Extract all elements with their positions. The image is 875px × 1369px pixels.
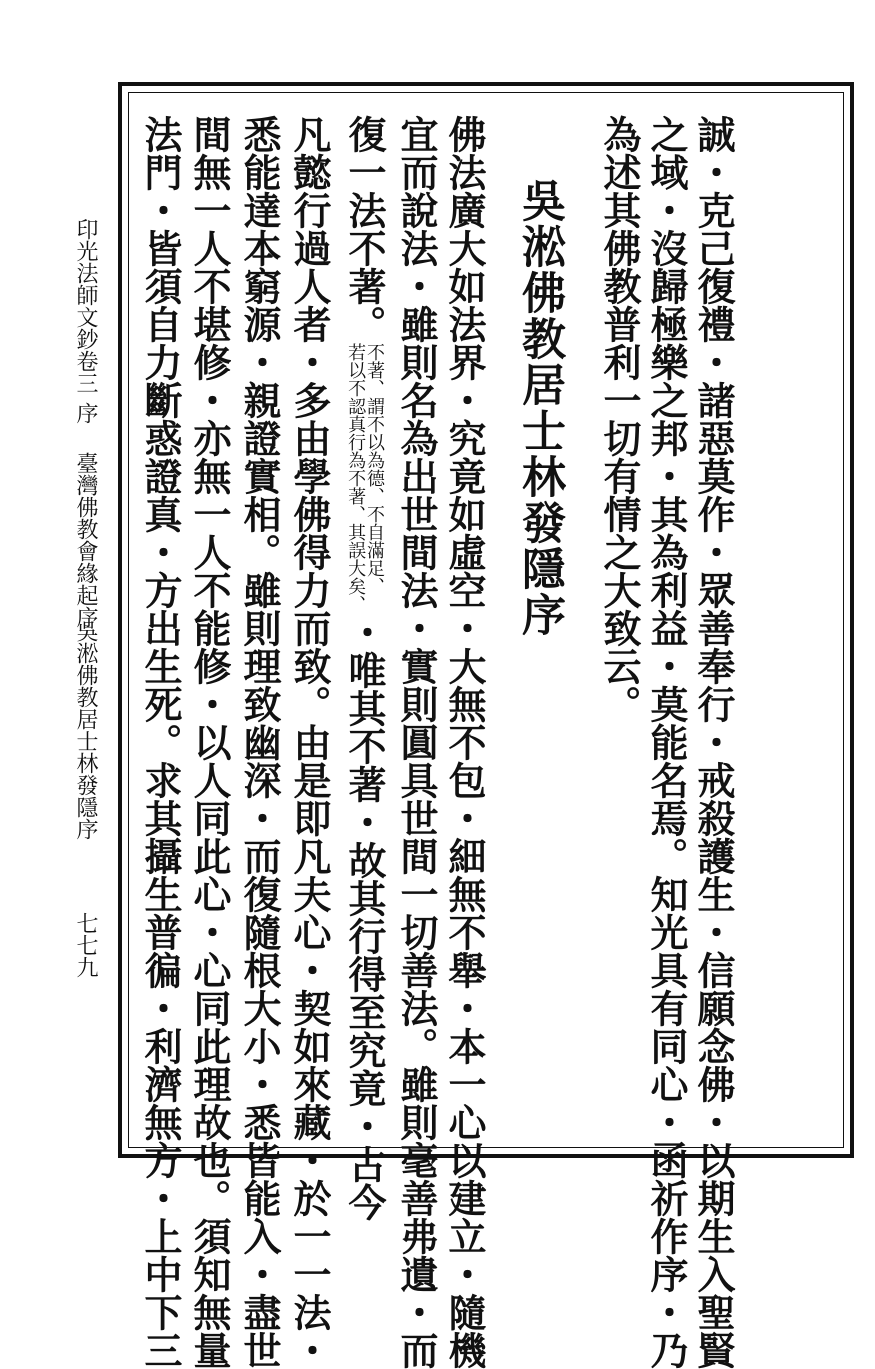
text-column-10: 間無一人不堪修・亦無一人不能修・以人同此心・心同此理故也。須知無量 <box>187 115 232 1369</box>
text-column-2: 之域・沒歸極樂之邦・其為利益・莫能名焉。知光具有同心・函祈作序・乃 <box>644 115 689 1369</box>
text-column-3: 為述其佛教普利一切有情之大致云。 <box>597 115 642 723</box>
text-column-1: 誠・克己復禮・諸惡莫作・眾善奉行・戒殺護生・信願念佛・以期生入聖賢 <box>691 115 736 1369</box>
text-column-5: 佛法廣大如法界・究竟如虛空・大無不包・細無不舉・本一心以建立・隨機 <box>442 115 487 1369</box>
text-column-7-end: ・唯其不著・故其行得至究竟・古今 <box>342 613 387 1221</box>
margin-section: 序 <box>73 402 98 424</box>
text-column-11: 法門・皆須自力斷惑證真・方出生死。求其攝生普徧・利濟無方・上中下三 <box>138 115 183 1369</box>
margin-page-number: 七七九 <box>73 912 98 978</box>
annotation-line-1: 不著、謂不以為德、不自滿足、 <box>364 343 385 595</box>
annotation-line-2: 若以不認真行為不著、其誤大矣、 <box>345 343 367 613</box>
section-title: 吳淞佛教居士林發隱序 <box>514 178 565 638</box>
margin-book-title: 印光法師文鈔卷三 <box>73 218 98 394</box>
text-column-7-start: 復一法不著。 <box>342 115 387 343</box>
text-column-8: 凡懿行過人者・多由學佛得力而致。由是即凡夫心・契如來藏・於一一法・ <box>287 115 332 1369</box>
inline-annotation <box>345 343 383 613</box>
text-column-7 <box>342 115 387 1221</box>
margin-chapter-prev: 臺灣佛教會緣起序 <box>73 452 98 628</box>
text-column-9: 悉能達本窮源・親證實相。雖則理致幽深・而復隨根大小・悉皆能入・盡世 <box>237 115 282 1369</box>
margin-chapter-current: 吳淞佛教居士林發隱序 <box>73 620 98 840</box>
text-column-6: 宜而說法・雖則名為出世間法・實則圓具世間一切善法。雖則毫善弗遺・而 <box>394 115 439 1369</box>
